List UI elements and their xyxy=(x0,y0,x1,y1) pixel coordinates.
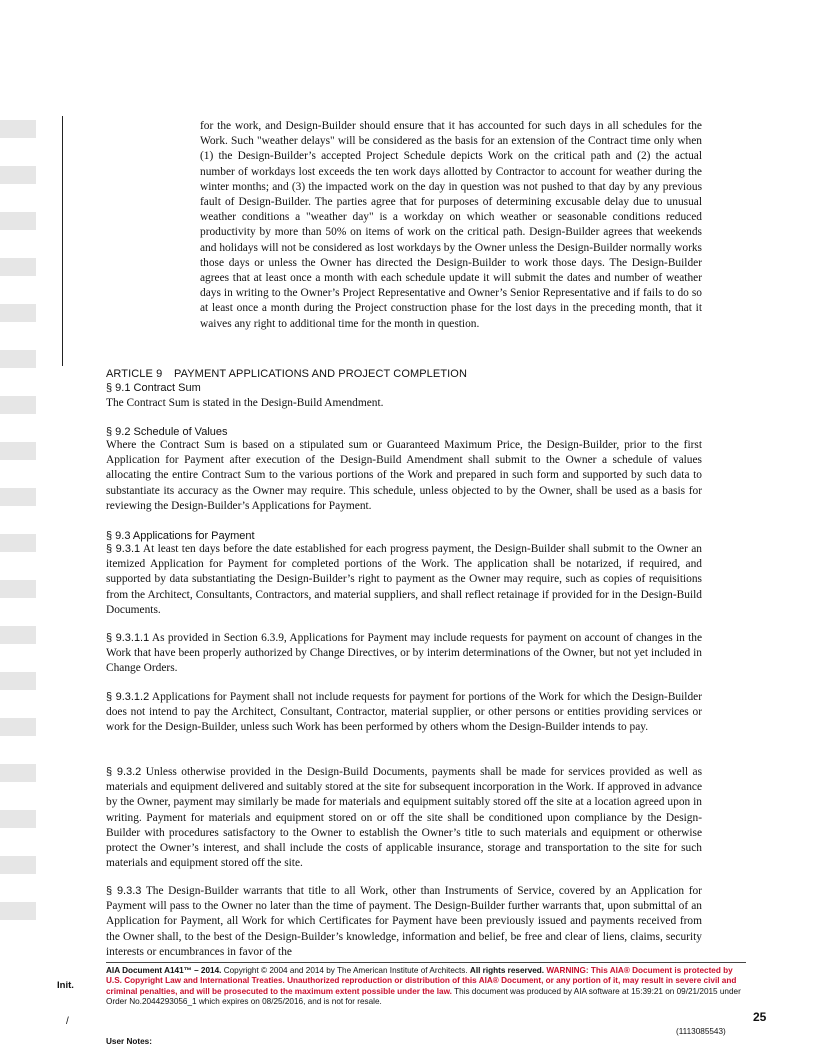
initials-label: Init. xyxy=(57,980,74,991)
section-label: § 9.3.1 xyxy=(106,543,141,555)
section-label: § 9.3.1.1 xyxy=(106,632,150,644)
section-text: Applications for Payment shall not include requests for payment for portions of the Work for which the Design-Builder does not intend to pay the Architect, Consultant, Contractor, material supplier, or other persons or entities providing services or work for the Design-Builder, unless such Work has been performed by others whom the Design-Builder intends to pay. xyxy=(106,691,702,734)
document-id: (1113085543) xyxy=(676,1027,726,1036)
footer-notice xyxy=(106,966,746,1007)
section-9-1-heading: § 9.1 Contract Sum xyxy=(106,382,201,394)
revision-bar xyxy=(62,116,63,366)
section-9-3-1 xyxy=(106,542,702,618)
doc-title: AIA Document A141™ – 2014. xyxy=(106,966,222,975)
doc-copyright: Copyright © 2004 and 2014 by The American Institute of Architects. xyxy=(221,966,470,975)
section-9-3-1-2 xyxy=(106,690,702,736)
section-9-3-3 xyxy=(106,884,702,960)
section-label: § 9.3.1.2 xyxy=(106,691,150,703)
section-9-1-text: The Contract Sum is stated in the Design-Build Amendment. xyxy=(106,397,384,409)
article-heading xyxy=(106,367,467,381)
production-notice: This document was produced by AIA software at 15:39:21 on 09/21/2015 under Order No.2044293056_1 which expires on 08/25/2016, and is not for resale. xyxy=(106,986,741,1006)
page-number: 25 xyxy=(753,1010,767,1024)
section-text: As provided in Section 6.3.9, Applications for Payment may include requests for payment on account of changes in the Work that have been properly authorized by Change Directives, or by interim determinations of the Owner, but not yet included in Change Orders. xyxy=(106,632,702,675)
section-9-3-1-1 xyxy=(106,631,702,677)
section-9-3-heading: § 9.3 Applications for Payment xyxy=(106,530,255,542)
copyright-warning: WARNING: This AIA® Document is protected by U.S. Copyright Law and International Treaties. Unauthorized reproduction or distribution of this AIA® Document, or any portion of it, may result in severe civil and criminal penalties, and will be prosecuted to the maximum extent possible under the law. xyxy=(106,966,737,996)
section-text: The Design-Builder warrants that title to all Work, other than Instruments of Service, covered by an Application for Payment will pass to the Owner no later than the time of payment. The Design-Builder further warrants that, upon submittal of an Application for Payment, all Work for which Certificates for Payment have been previously issued and payments received from the Owner shall, to the best of the Design-Builder’s knowledge, information and belief, be free and clear of liens, claims, security interests or encumbrances in favor of the xyxy=(106,885,702,958)
user-notes-label: User Notes: xyxy=(106,1037,152,1046)
section-9-2-text: Where the Contract Sum is based on a stipulated sum or Guaranteed Maximum Price, the Design-Builder, prior to the first Application for Payment after execution of the Design-Build Amendment shall submit to the Owner a schedule of values allocating the entire Contract Sum to the various portions of the Work and prepared in such form and supported by such data to substantiate its accuracy as the Owner may require. This schedule, unless objected to by the Owner, shall be used as a basis for reviewing the Design-Builder’s Applications for Payment. xyxy=(106,439,702,512)
rights-reserved: All rights reserved. xyxy=(469,966,545,975)
continued-paragraph: for the work, and Design-Builder should ensure that it has accounted for such days in all schedules for the Work. Such "weather delays" will be considered as the basis for an extension of the Contract time only when (1) the Design-Builder’s accepted Project Schedule depicts Work on the critical path and (2) the actual number of workdays lost exceeds the ten work days allotted by Contractor to account for weather during the winter months; and (3) the impacted work on the day in question was not pushed to that day by any previous fault of Design-Builder. The parties agree that for purposes of determining excusable delay due to unusual weather conditions a "weather day" is a workday on which weather or seasonable conditions reduced productivity by more than 50% on items of work on the critical path. Design-Builder agrees that weekends and holidays will not be considered as lost workdays by the Owner unless the Design-Builder normally works those days or unless the Owner has directed the Design-Builder to work those days. The Design-Builder agrees that at least once a month with each schedule update it will submit the dates and number of weather days in writing to the Owner’s Project Representative and Owner’s Senior Representative and if fails to do so at least once a month during the Project construction phase for the lost days in the preceding month, that it waives any right to additional time for the month in question. xyxy=(200,120,702,330)
article-title: PAYMENT APPLICATIONS AND PROJECT COMPLETION xyxy=(174,368,468,380)
section-text: At least ten days before the date established for each progress payment, the Design-Builder shall submit to the Owner an itemized Application for Payment for completed portions of the Work. The application shall be notarized, if required, and supported by data substantiating the Design-Builder’s right to payment as the Owner may require, such as copies of requisitions from the Architect, Consultants, Contractors, and material suppliers, and shall reflect retainage if provided for in the Design-Build Documents. xyxy=(106,543,703,616)
footer-divider xyxy=(106,962,746,963)
scan-bleed-through xyxy=(0,120,36,940)
initials-slash: / xyxy=(66,1016,69,1027)
article-number: ARTICLE 9 xyxy=(106,368,163,380)
section-text: Unless otherwise provided in the Design-Build Documents, payments shall be made for services provided as well as materials and equipment delivered and suitably stored at the site for subsequent incorporation in the Work. If approved in advance by the Owner, payment may similarly be made for materials and equipment suitably stored off the site at a location agreed upon in writing. Payment for materials and equipment stored on or off the site shall be conditioned upon compliance by the Design-Builder with procedures satisfactory to the Owner to establish the Owner’s title to such materials and equipment or otherwise protect the Owner’s interest, and shall include the costs of applicable insurance, storage and transportation to the site for such materials and equipment stored off the site. xyxy=(106,766,703,870)
section-label: § 9.3.3 xyxy=(106,885,142,897)
section-9-3-2 xyxy=(106,765,702,871)
section-9-2-heading: § 9.2 Schedule of Values xyxy=(106,426,228,438)
section-label: § 9.3.2 xyxy=(106,766,142,778)
